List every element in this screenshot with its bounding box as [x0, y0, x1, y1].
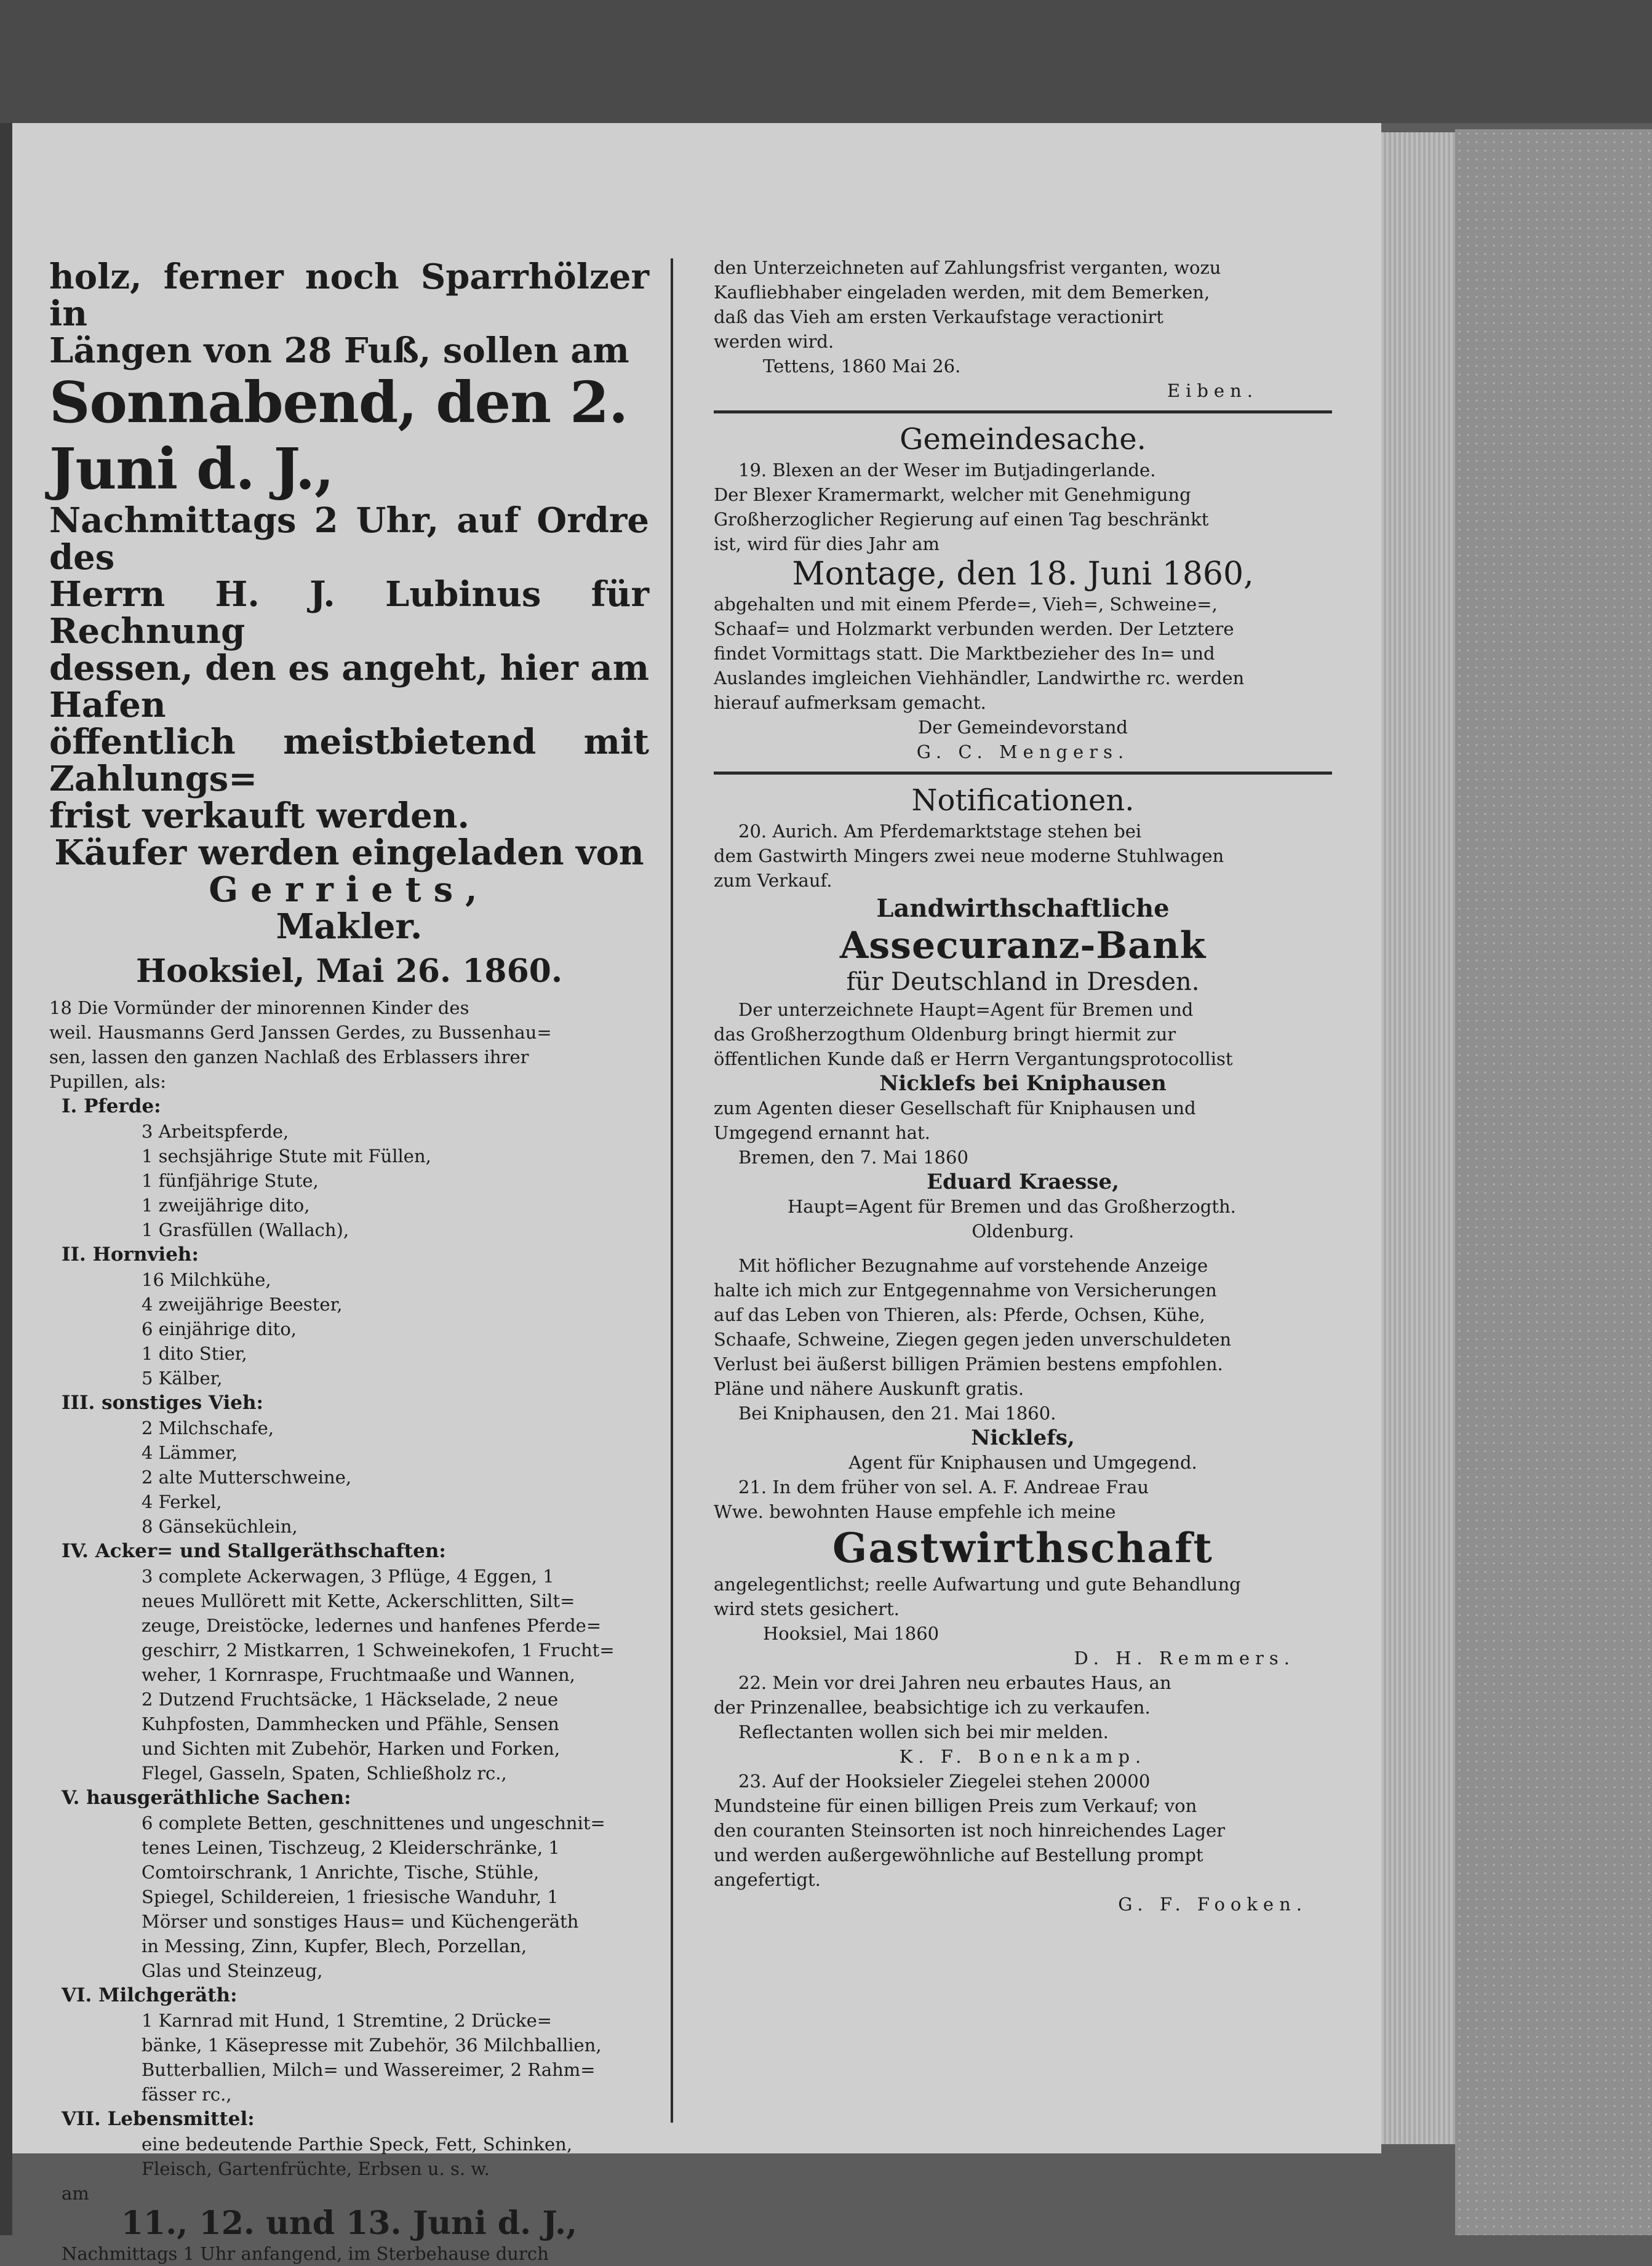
intro-line-1: holz, ferner noch Sparrhölzer in — [49, 257, 649, 334]
newspaper-page — [12, 123, 1381, 2264]
signature-name: D. H. Remmers. — [1074, 1648, 1295, 1669]
text-line: den Unterzeichneten auf Zahlungsfrist verganten, wozu — [714, 257, 1221, 278]
text-line: Der Blexer Kramermarkt, welcher mit Genehmigung — [714, 484, 1191, 505]
signature-title: Der Gemeindevorstand — [918, 717, 1128, 738]
notice-18-line: Pupillen, als: — [49, 1071, 167, 1092]
notice-18-line: sen, lassen den ganzen Nachlaß des Erblassers ihrer — [49, 1047, 529, 1067]
signature-name: G. C. Mengers. — [916, 741, 1130, 762]
market-date: Montage, den 18. Juni 1860, — [792, 556, 1254, 592]
text-line: 6 complete Betten, geschnittenes und ungeschnit= — [142, 1813, 605, 1833]
column-divider — [671, 258, 673, 2123]
notice-18 — [49, 995, 649, 1094]
text-line: das Großherzogthum Oldenburg bringt hiermit zur — [714, 1024, 1176, 1045]
signature-name: Nicklefs, — [971, 1426, 1075, 1450]
text-line: in Messing, Zinn, Kupfer, Blech, Porzellan, — [142, 1936, 527, 1957]
text-line: Flegel, Gasseln, Spaten, Schließholz rc., — [142, 1763, 507, 1784]
signature-name: Eiben. — [1167, 380, 1258, 401]
heading-notificationen: Notificationen. — [911, 783, 1135, 818]
text-line: werden wird. — [714, 331, 834, 352]
text-line: 20. Aurich. Am Pferdemarktstage stehen bei — [738, 821, 1142, 842]
broker-role: Makler. — [276, 906, 423, 947]
right-column — [714, 255, 1332, 1917]
text-line: auf das Leben von Thieren, als: Pferde, Ochsen, Kühe, — [714, 1304, 1205, 1325]
text-line: Glas und Steinzeug, — [142, 1960, 323, 1981]
section-heading-dairy: VI. Milchgeräth: — [62, 1984, 237, 2006]
text-line: und werden außergewöhnliche auf Bestellung prompt — [714, 1845, 1203, 1865]
list-item: 1 dito Stier, — [142, 1343, 247, 1364]
signature-name: G. F. Fooken. — [1118, 1894, 1307, 1915]
text-line: 21. In dem früher von sel. A. F. Andreae Frau — [738, 1477, 1149, 1498]
auction-date-headline: Sonnabend, den 2. Juni d. J., — [49, 369, 628, 502]
auction-line-4: öffentlich meistbietend mit Zahlungs= — [49, 722, 649, 799]
text-line: Kaufliebhaber eingeladen werden, mit dem Bemerken, — [714, 282, 1210, 303]
text-line: Mit höflicher Bezugnahme auf vorstehende Anzeige — [738, 1255, 1208, 1276]
text-line: der Prinzenallee, beabsichtige ich zu verkaufen. — [714, 1697, 1151, 1718]
section-rule — [714, 410, 1332, 413]
gastwirthschaft-headline: Gastwirthschaft — [832, 1524, 1213, 1572]
section-heading-horses: I. Pferde: — [62, 1095, 161, 1117]
text-line: Umgegend ernannt hat. — [714, 1122, 930, 1143]
heading-gemeindesache: Gemeindesache. — [900, 422, 1146, 457]
notice-18-line: 18 Die Vormünder der minorennen Kinder des — [49, 997, 469, 1018]
text-line: Mörser und sonstiges Haus= und Küchengeräth — [142, 1911, 579, 1932]
section-heading-household: V. hausgeräthliche Sachen: — [62, 1787, 351, 1809]
text-line: geschirr, 2 Mistkarren, 1 Schweinekofen, 1 Frucht= — [142, 1640, 615, 1661]
text-line: eine bedeutende Parthie Speck, Fett, Schinken, — [142, 2134, 573, 2155]
signature-place: Tettens, 1860 Mai 26. — [763, 356, 961, 377]
auction-line-5: frist verkauft werden. — [49, 796, 470, 836]
auction-dates-2: 11., 12. und 13. Juni d. J., — [121, 2204, 578, 2242]
am-word: am — [62, 2183, 89, 2204]
section-heading-food: VII. Lebensmittel: — [62, 2108, 255, 2130]
signature-place: Bei Kniphausen, den 21. Mai 1860. — [738, 1403, 1056, 1424]
text-line: zum Agenten dieser Gesellschaft für Kniphausen und — [714, 1098, 1196, 1119]
text-line: Der unterzeichnete Haupt=Agent für Bremen und — [738, 999, 1194, 1020]
text-line: Kuhpfosten, Dammhecken und Pfähle, Sensen — [142, 1713, 559, 1734]
text-line: 23. Auf der Hooksieler Ziegelei stehen 20000 — [738, 1771, 1151, 1792]
text-line: zeuge, Dreistöcke, ledernes und hanfenes Pferde= — [142, 1615, 602, 1636]
scan-background-top — [0, 0, 1652, 123]
text-line: angefertigt. — [714, 1869, 821, 1890]
text-line: zum Verkauf. — [714, 870, 832, 891]
list-item: 4 Ferkel, — [142, 1491, 222, 1512]
list-item: 2 alte Mutterschweine, — [142, 1467, 352, 1488]
text-line: dem Gastwirth Mingers zwei neue moderne Stuhlwagen — [714, 845, 1224, 866]
list-item: 16 Milchkühe, — [142, 1269, 271, 1290]
signature-title: Haupt=Agent für Bremen und das Großherzogth. — [788, 1196, 1236, 1217]
broker-name: Gerriets, — [209, 869, 490, 910]
text-line: daß das Vieh am ersten Verkaufstage veractionirt — [714, 306, 1163, 327]
text-line: Schaaf= und Holzmarkt verbunden werden. Der Letztere — [714, 618, 1234, 639]
list-item: 4 zweijährige Beester, — [142, 1294, 343, 1315]
text-line: findet Vormittags statt. Die Marktbezieher des In= und — [714, 643, 1215, 664]
section-heading-farm-tools: IV. Acker= und Stallgeräthschaften: — [62, 1540, 446, 1562]
auction-line-6: Käufer werden eingeladen von — [54, 832, 644, 873]
signature-title: Agent für Kniphausen und Umgegend. — [848, 1452, 1197, 1473]
left-column — [49, 258, 649, 2266]
text-line: Fleisch, Gartenfrüchte, Erbsen u. s. w. — [142, 2158, 490, 2179]
text-line: Spiegel, Schildereien, 1 friesische Wanduhr, 1 — [142, 1886, 559, 1907]
signature-place: Hooksiel, Mai 1860 — [763, 1623, 940, 1644]
text-line: Reflectanten wollen sich bei mir melden. — [738, 1721, 1109, 1742]
text-line: öffentlichen Kunde daß er Herrn Vergantungsprotocollist — [714, 1048, 1233, 1069]
insurance-heading-1: Landwirthschaftliche — [876, 894, 1170, 923]
insurance-heading-3: für Deutschland in Dresden. — [846, 968, 1200, 996]
list-item: 1 zweijährige dito, — [142, 1195, 310, 1216]
text-line: Großherzoglicher Regierung auf einen Tag beschränkt — [714, 509, 1209, 530]
intro-line-2: Längen von 28 Fuß, sollen am — [49, 330, 629, 371]
scan-background-left — [0, 123, 12, 2235]
text-line: halte ich mich zur Entgegennahme von Versicherungen — [714, 1280, 1217, 1301]
text-line: Pläne und nähere Auskunft gratis. — [714, 1378, 1024, 1399]
text-line: den couranten Steinsorten ist noch hinreichendes Lager — [714, 1820, 1226, 1841]
list-item: 1 fünfjährige Stute, — [142, 1170, 319, 1191]
section-rule — [714, 772, 1332, 775]
list-item: 1 sechsjährige Stute mit Füllen, — [142, 1146, 431, 1167]
text-line: Schaafe, Schweine, Ziegen gegen jeden unverschuldeten — [714, 1329, 1232, 1350]
auction-line-2: Herrn H. J. Lubinus für Rechnung — [49, 574, 649, 652]
notice-18-line: weil. Hausmanns Gerd Janssen Gerdes, zu Bussenhau= — [49, 1022, 552, 1043]
text-line: neues Mullörett mit Kette, Ackerschlitten, Silt= — [142, 1590, 575, 1611]
text-line: Comtoirschrank, 1 Anrichte, Tische, Stühle, — [142, 1862, 540, 1883]
text-line: bänke, 1 Käsepresse mit Zubehör, 36 Milchballien, — [142, 2035, 602, 2056]
closing-line: Nachmittags 1 Uhr anfangend, im Sterbehause durch — [62, 2243, 549, 2264]
list-item: 1 Grasfüllen (Wallach), — [142, 1219, 349, 1240]
section-heading-other-livestock: III. sonstiges Vieh: — [62, 1392, 263, 1414]
text-line: und Sichten mit Zubehör, Harken und Forken, — [142, 1738, 561, 1759]
signature-title: Oldenburg. — [972, 1221, 1074, 1242]
auction-line-1: Nachmittags 2 Uhr, auf Ordre des — [49, 500, 649, 578]
text-line: Auslandes imgleichen Viehhändler, Landwirthe rc. werden — [714, 668, 1245, 688]
text-line: Butterballien, Milch= und Wassereimer, 2 Rahm= — [142, 2059, 596, 2080]
text-line: 3 complete Ackerwagen, 3 Pflüge, 4 Eggen, 1 — [142, 1566, 554, 1587]
list-item: 8 Gänseküchlein, — [142, 1516, 298, 1537]
signature-place: Bremen, den 7. Mai 1860 — [738, 1147, 968, 1168]
text-line: wird stets gesichert. — [714, 1598, 900, 1619]
text-line: ist, wird für dies Jahr am — [714, 533, 940, 554]
text-line: 2 Dutzend Fruchtsäcke, 1 Häckselade, 2 neue — [142, 1689, 559, 1710]
text-line: Verlust bei äußerst billigen Prämien bestens empfohlen. — [714, 1354, 1223, 1374]
section-heading-cattle: II. Hornvieh: — [62, 1243, 199, 1266]
place-date: Hooksiel, Mai 26. 1860. — [135, 952, 563, 990]
text-line: angelegentlichst; reelle Aufwartung und gute Behandlung — [714, 1574, 1241, 1595]
text-line: Mundsteine für einen billigen Preis zum Verkauf; von — [714, 1795, 1197, 1816]
list-item: 6 einjährige dito, — [142, 1319, 297, 1339]
text-line: 22. Mein vor drei Jahren neu erbautes Haus, an — [738, 1672, 1171, 1693]
text-line: 19. Blexen an der Weser im Butjadingerlande. — [738, 460, 1156, 481]
agent-name: Nicklefs bei Kniphausen — [879, 1071, 1167, 1096]
book-cover-edge — [1455, 129, 1652, 2235]
text-line: abgehalten und mit einem Pferde=, Vieh=, Schweine=, — [714, 594, 1218, 615]
page-stack-edge — [1381, 132, 1455, 2144]
auction-line-3: dessen, den es angeht, hier am Hafen — [49, 648, 649, 725]
list-item: 5 Kälber, — [142, 1368, 223, 1389]
signature-name: K. F. Bonenkamp. — [899, 1746, 1147, 1767]
signature-name: Eduard Kraesse, — [927, 1170, 1119, 1194]
list-item: 3 Arbeitspferde, — [142, 1121, 289, 1142]
list-item: 2 Milchschafe, — [142, 1418, 274, 1438]
list-item: 4 Lämmer, — [142, 1442, 238, 1463]
text-line: tenes Leinen, Tischzeug, 2 Kleiderschränke, 1 — [142, 1837, 560, 1858]
text-line: weher, 1 Kornraspe, Fruchtmaaße und Wannen, — [142, 1664, 575, 1685]
text-line: Wwe. bewohnten Hause empfehle ich meine — [714, 1501, 1116, 1522]
text-line: fässer rc., — [142, 2084, 232, 2105]
insurance-bank-title: Assecuranz-Bank — [839, 924, 1207, 967]
text-line: hierauf aufmerksam gemacht. — [714, 692, 986, 713]
text-line: 1 Karnrad mit Hund, 1 Stremtine, 2 Drücke= — [142, 2010, 553, 2031]
